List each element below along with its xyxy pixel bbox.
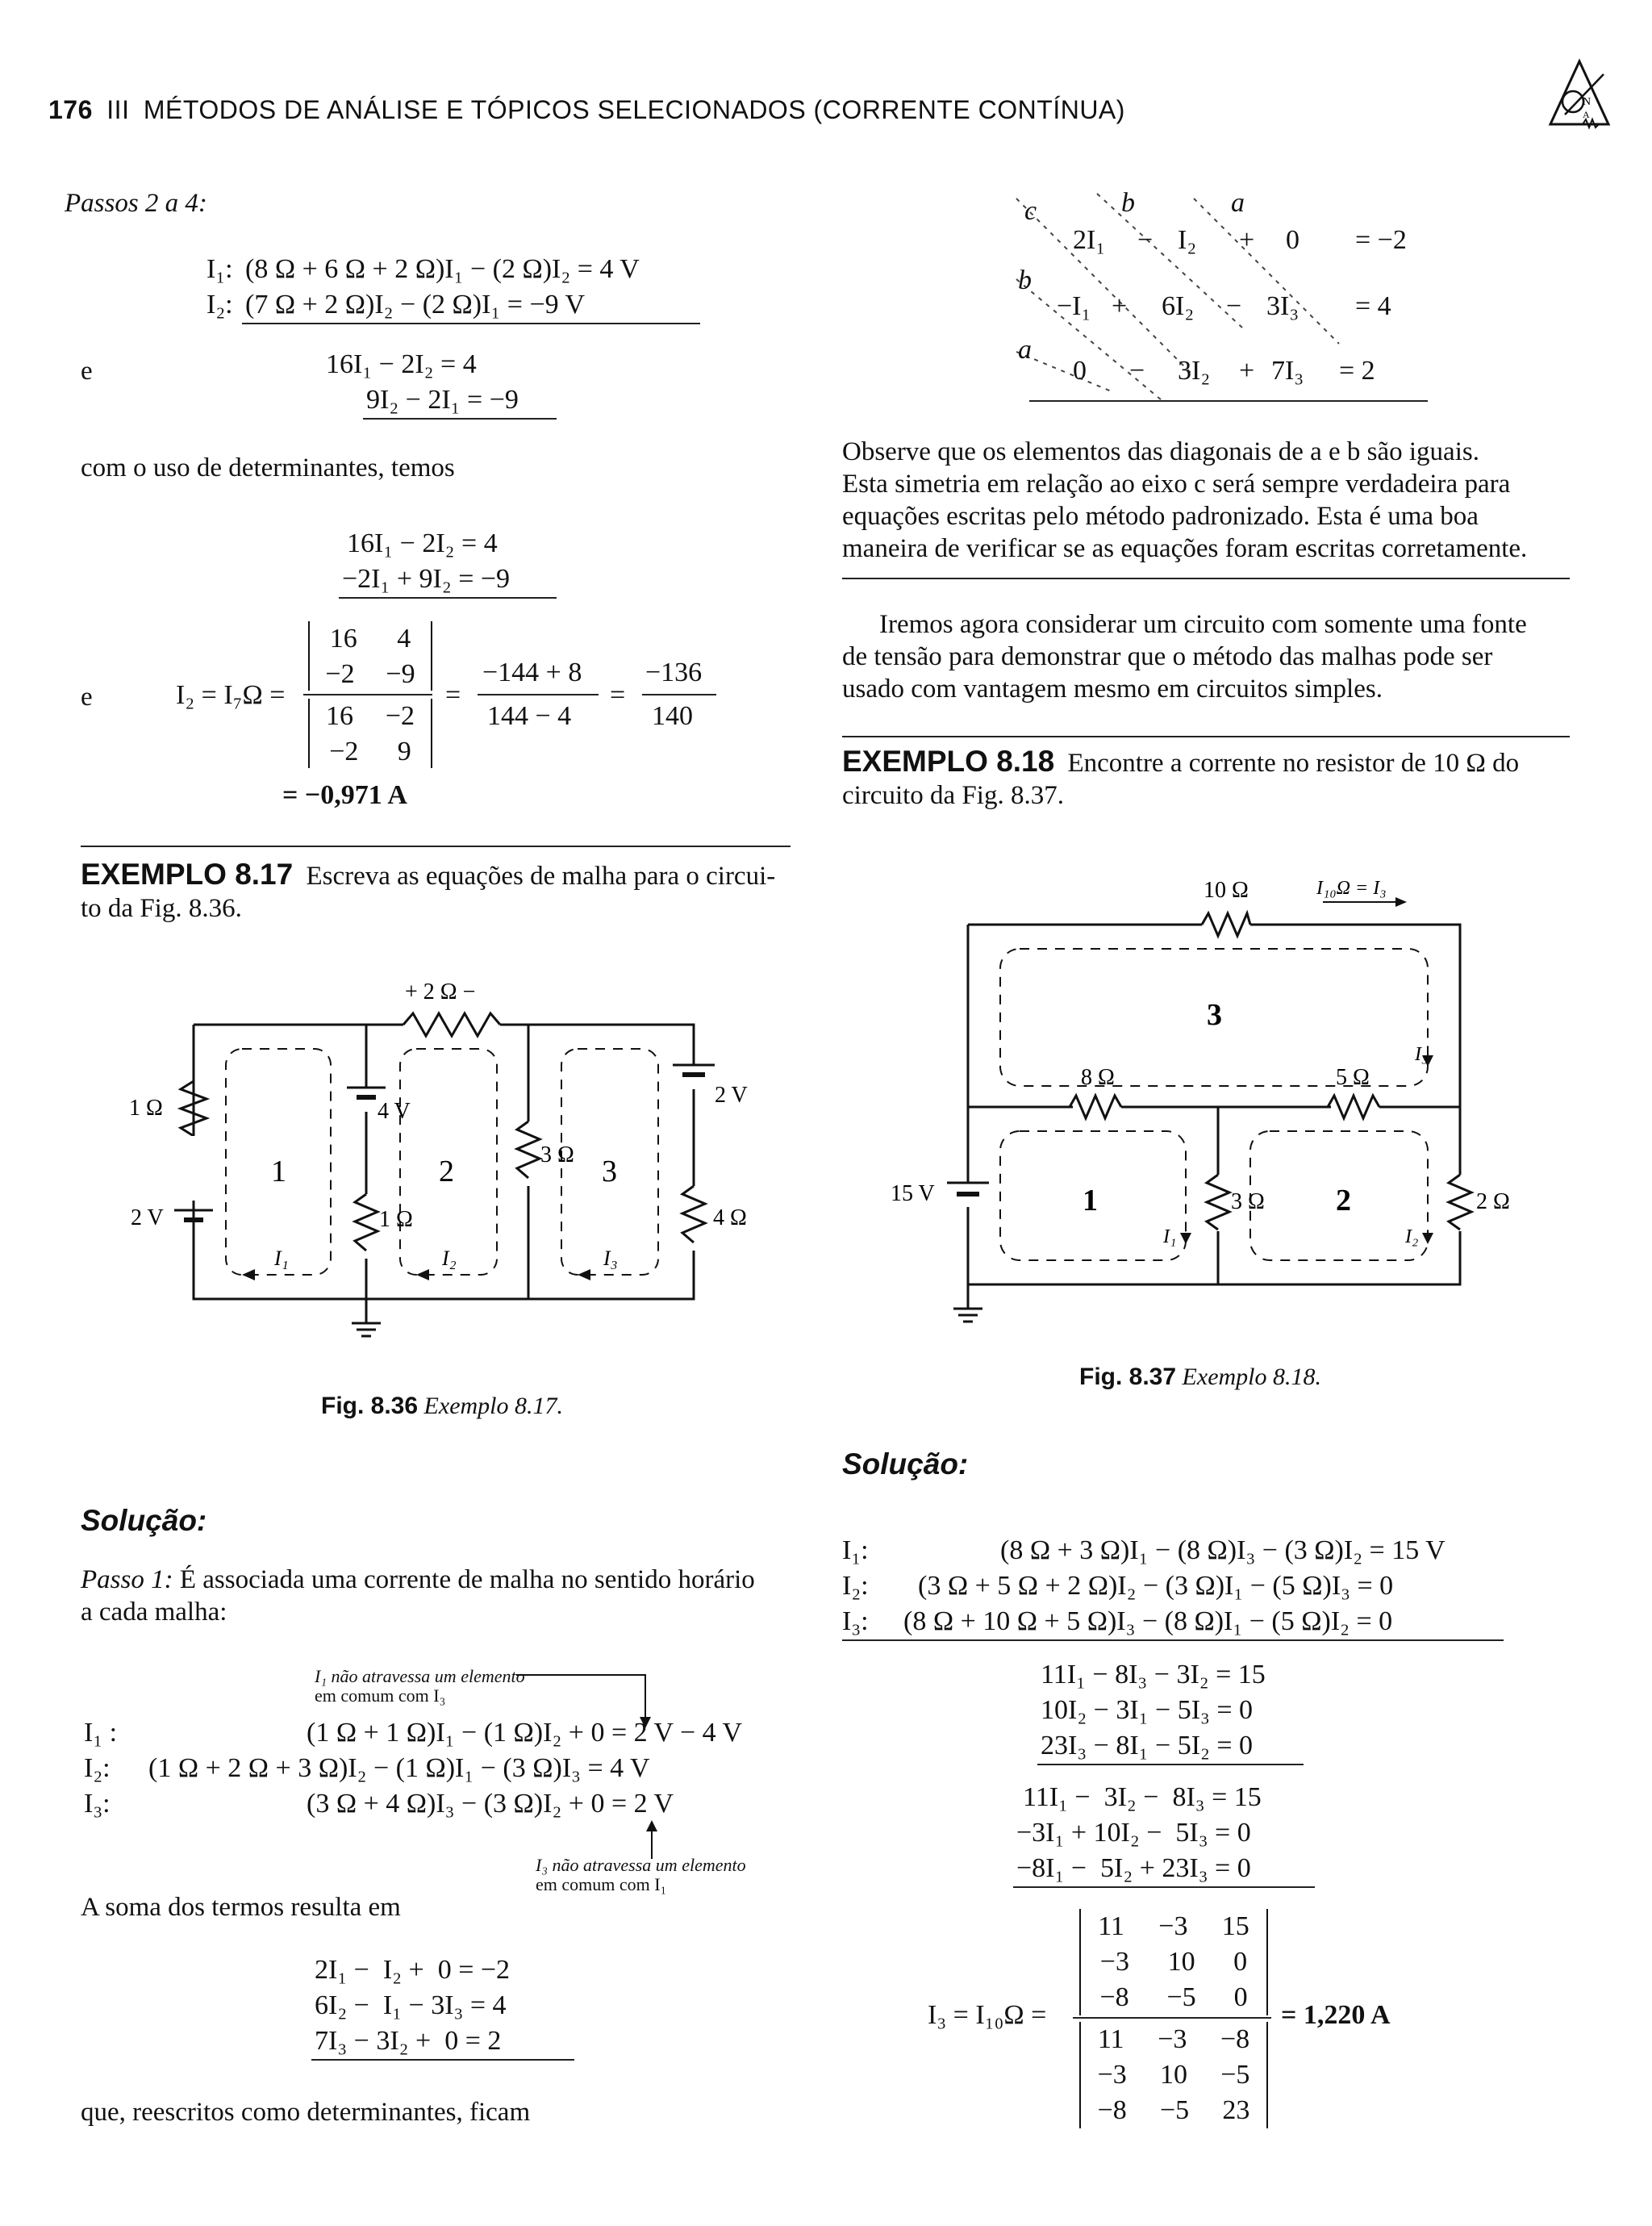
matrix-cell: −2 (329, 737, 359, 766)
section-divider (842, 736, 1570, 737)
example-text: circuito da Fig. 8.37. (842, 781, 1064, 810)
running-header (48, 95, 1125, 125)
caption-number: Fig. 8.36 (321, 1393, 419, 1419)
text-line: Iremos agora considerar um circuito com somente uma fonte (879, 610, 1527, 639)
equals-sign: = (610, 680, 626, 710)
figure-8-37-circuit (879, 876, 1525, 1344)
op: − (1129, 356, 1145, 386)
example-text: to da Fig. 8.36. (81, 894, 242, 923)
example-8-18 (842, 745, 1570, 812)
current-label: I₁ (274, 1247, 289, 1270)
matrix-cell: −5 (1166, 1982, 1196, 2012)
steps-label: Passos 2 a 4: (65, 189, 207, 218)
matrix-cell: −3 (1158, 1911, 1188, 1941)
fraction-numerator: −136 (645, 658, 703, 687)
equation: 16I₁ − 2I₂ = 4 (347, 528, 498, 558)
fraction-denominator: 140 (652, 701, 693, 731)
coef: 0 (1286, 225, 1299, 255)
current-label: I₃ (603, 1247, 618, 1270)
solution-heading: Solução: (81, 1504, 207, 1537)
component-label: 15 V (891, 1181, 935, 1206)
matrix-cell: 16 (325, 701, 353, 731)
determinant-lhs: I₃ = I₁₀Ω = (928, 2000, 1047, 2030)
matrix-cell: 15 (1221, 1911, 1249, 1941)
equation: −2I₁ + 9I₂ = −9 (342, 564, 511, 594)
equation: (3 Ω + 5 Ω + 2 Ω)I₂ − (3 Ω)I₁ − (5 Ω)I₃ = 0 (918, 1571, 1394, 1601)
matrix-cell: 11 (1098, 1911, 1124, 1941)
coef: 7I₃ (1271, 356, 1304, 386)
equation: 7I₃ − 3I₂ + 0 = 2 (315, 2026, 502, 2056)
caption-text: Exemplo 8.18. (1182, 1364, 1322, 1390)
op: + (1239, 225, 1255, 255)
matrix-cell: −8 (1099, 1982, 1129, 2012)
op: − (1226, 291, 1242, 321)
equation: 9I₂ − 2I₁ = −9 (366, 385, 519, 415)
mesh-label: 1 (271, 1155, 286, 1188)
ground-icon (953, 1284, 982, 1322)
fraction-numerator: −144 + 8 (482, 658, 582, 687)
matrix-cell: −3 (1158, 2024, 1187, 2054)
component-label: + 2 Ω − (405, 979, 476, 1004)
equation-label: I₂: (842, 1571, 869, 1601)
annotation (536, 1856, 746, 1894)
mesh-label: 2 (1336, 1184, 1351, 1217)
diagonal-label: c (1024, 196, 1037, 226)
matrix-cell: 0 (1233, 1982, 1248, 2012)
text-line: maneira de verificar se as equações foram escritas corretamente. (842, 534, 1528, 563)
coef: 0 (1073, 356, 1087, 386)
divider (1029, 400, 1428, 402)
coef: 3I₂ (1178, 356, 1211, 386)
annotation-line: em comum com I₁ (536, 1874, 667, 1894)
divider (842, 578, 1570, 579)
current-label: I₂ (1405, 1226, 1419, 1247)
current-label: I₂ (442, 1247, 457, 1270)
mesh-label: 2 (439, 1155, 454, 1188)
equation: (1 Ω + 1 Ω)I₁ − (1 Ω)I₂ + 0 = 2 V − 4 V (307, 1718, 743, 1748)
determinant-numerator (308, 621, 432, 691)
example-text: Escreva as equações de malha para o circui- (306, 862, 776, 891)
equation: (7 Ω + 2 Ω)I₂ − (2 Ω)I₁ = −9 V (245, 290, 586, 319)
component-label: 4 V (378, 1099, 411, 1124)
fraction-bar (642, 694, 716, 695)
paragraph: A soma dos termos resulta em (81, 1893, 401, 1922)
divider (242, 323, 700, 324)
component-label: 2 V (131, 1205, 164, 1230)
component-label: 3 Ω (1231, 1189, 1265, 1214)
equation-label: I₂: (84, 1753, 111, 1783)
equation: 23I₃ − 8I₁ − 5I₂ = 0 (1041, 1731, 1254, 1760)
op: + (1112, 291, 1128, 321)
component-label: 8 Ω (1081, 1065, 1115, 1090)
text-line: usado com vantagem mesmo em circuitos simples. (842, 674, 1383, 704)
divider (363, 418, 557, 420)
equation: (8 Ω + 3 Ω)I₁ − (8 Ω)I₃ − (3 Ω)I₂ = 15 V (1000, 1535, 1446, 1565)
figure-caption (1079, 1364, 1321, 1391)
equation: (8 Ω + 6 Ω + 2 Ω)I₁ − (2 Ω)I₂ = 4 V (245, 254, 640, 284)
equation: 10I₂ − 3I₁ − 5I₃ = 0 (1041, 1695, 1254, 1725)
coef: 3I₃ (1266, 291, 1299, 321)
current-label: I₃ (1415, 1044, 1429, 1065)
part-number: III (106, 95, 130, 124)
equation-label: I₁: (842, 1535, 869, 1565)
step-text: É associada uma corrente de malha no sentido horário (179, 1565, 755, 1594)
coef: 2I₁ (1073, 225, 1106, 255)
conjunction: e (81, 683, 93, 712)
component-label: 4 Ω (713, 1205, 747, 1230)
equation-label: I₁ : (84, 1718, 118, 1748)
equation: (8 Ω + 10 Ω + 5 Ω)I₃ − (8 Ω)I₁ − (5 Ω)I₂ = 0 (903, 1606, 1393, 1636)
paragraph: com o uso de determinantes, temos (81, 453, 455, 482)
component-label: 10 Ω (1204, 878, 1249, 903)
equation: (1 Ω + 2 Ω + 3 Ω)I₂ − (1 Ω)I₁ − (3 Ω)I₃ = 4 V (148, 1753, 650, 1783)
rhs: = 4 (1355, 291, 1391, 321)
mesh-label: 1 (1083, 1184, 1098, 1217)
arrow-up-icon (644, 1820, 660, 1859)
equation: 11I₁ − 8I₃ − 3I₂ = 15 (1041, 1660, 1266, 1689)
page-number: 176 (48, 95, 93, 124)
matrix-cell: −2 (385, 701, 415, 731)
matrix-cell: 4 (397, 624, 411, 654)
fraction-denominator: 144 − 4 (487, 701, 572, 731)
matrix-cell: 11 (1097, 2024, 1124, 2054)
paragraph (842, 608, 1570, 705)
coef: 6I₂ (1162, 291, 1195, 321)
rhs: = −2 (1355, 225, 1407, 255)
chapter-title: MÉTODOS DE ANÁLISE E TÓPICOS SELECIONADOS (CORRENTE CONTÍNUA) (143, 95, 1125, 124)
equation-label: I₁: (206, 254, 233, 284)
figure-caption (321, 1393, 563, 1420)
matrix-cell: −5 (1159, 2095, 1190, 2125)
caption-number: Fig. 8.37 (1079, 1364, 1177, 1390)
determinant-denominator (1079, 2022, 1268, 2128)
matrix-cell: −8 (1220, 2024, 1250, 2054)
matrix-cell: −3 (1099, 1947, 1129, 1977)
equation: 16I₁ − 2I₂ = 4 (326, 349, 477, 379)
fraction-bar (303, 694, 432, 695)
section-divider (81, 846, 791, 847)
solution-heading: Solução: (842, 1447, 969, 1481)
fraction-bar (478, 694, 599, 695)
determinant-numerator (1079, 1909, 1268, 2015)
text-line: de tensão para demonstrar que o método das malhas pode ser (842, 642, 1493, 671)
divider (339, 597, 557, 599)
mesh-label: 3 (602, 1155, 617, 1188)
equation: 2I₁ − I₂ + 0 = −2 (315, 1955, 511, 1985)
matrix-cell: −9 (386, 659, 415, 689)
step-text: a cada malha: (81, 1597, 227, 1627)
example-8-17 (81, 858, 799, 925)
fraction-bar (1073, 2017, 1271, 2019)
conjunction: e (81, 357, 93, 386)
equation: 6I₂ − I₁ − 3I₃ = 4 (315, 1990, 507, 2020)
ground-icon (352, 1299, 381, 1336)
component-label: 1 Ω (129, 1096, 163, 1121)
text-line: equações escritas pelo método padronizado. Esta é uma boa (842, 502, 1479, 531)
component-label: 2 V (715, 1083, 748, 1108)
example-text: Encontre a corrente no resistor de 10 Ω do (1067, 749, 1520, 778)
observation-paragraph (842, 436, 1570, 565)
divider (1037, 1764, 1304, 1765)
step-1 (81, 1564, 823, 1628)
divider (1013, 1886, 1315, 1888)
matrix-cell: −5 (1220, 2060, 1250, 2090)
diagonal-label: a (1018, 335, 1032, 365)
publisher-logo-icon (1547, 55, 1612, 136)
component-label: 3 Ω (540, 1142, 574, 1167)
matrix-cell: 9 (397, 737, 411, 766)
current-label: I₁₀Ω = I₃ (1316, 878, 1387, 899)
caption-text: Exemplo 8.17. (423, 1393, 564, 1419)
current-label: I₁ (1163, 1226, 1177, 1247)
svg-text:A: A (1583, 109, 1590, 120)
text-line: Observe que os elementos das diagonais de a e b são iguais. (842, 437, 1479, 466)
component-label: 2 Ω (1476, 1189, 1510, 1214)
diagonal-label: b (1018, 265, 1032, 295)
divider (842, 1639, 1504, 1641)
equals-sign: = (445, 680, 461, 710)
symmetry-diagram (1000, 190, 1452, 400)
svg-text:N: N (1583, 96, 1592, 108)
paragraph: que, reescritos como determinantes, ficam (81, 2098, 531, 2127)
matrix-cell: 16 (329, 624, 357, 654)
mesh-label: 3 (1207, 998, 1222, 1032)
equation: (3 Ω + 4 Ω)I₃ − (3 Ω)I₂ + 0 = 2 V (307, 1789, 674, 1819)
matrix-cell: 10 (1167, 1947, 1195, 1977)
determinant-lhs: I₂ = I₇Ω = (176, 680, 286, 710)
equation-label: I₃: (842, 1606, 869, 1636)
example-label: EXEMPLO 8.17 (81, 858, 294, 891)
equation: −8I₁ − 5I₂ + 23I₃ = 0 (1016, 1853, 1251, 1883)
diagonal-label: a (1231, 188, 1245, 218)
figure-8-36-circuit (113, 968, 791, 1355)
result: = 1,220 A (1281, 2000, 1391, 2030)
result: = −0,971 A (282, 780, 407, 810)
equation: −3I₁ + 10I₂ − 5I₃ = 0 (1016, 1818, 1251, 1848)
annotation (315, 1667, 525, 1706)
step-label: Passo 1: (81, 1565, 173, 1594)
equation: 11I₁ − 3I₂ − 8I₃ = 15 (1023, 1782, 1262, 1812)
matrix-cell: −3 (1097, 2060, 1127, 2090)
equation-label: I₃: (84, 1789, 111, 1819)
matrix-cell: 23 (1222, 2095, 1250, 2125)
example-label: EXEMPLO 8.18 (842, 745, 1055, 778)
determinant-denominator (308, 699, 432, 768)
op: + (1239, 356, 1255, 386)
coef: −I₁ (1057, 291, 1091, 321)
matrix-cell: −2 (325, 659, 355, 689)
matrix-cell: 10 (1159, 2060, 1187, 2090)
diagonal-label: b (1121, 188, 1135, 218)
annotation-line: I₃ não atravessa um elemento (536, 1855, 746, 1875)
equation-label: I₂: (206, 290, 233, 319)
matrix-cell: 0 (1233, 1947, 1248, 1977)
matrix-cell: −8 (1097, 2095, 1127, 2125)
annotation-line: I₁ não atravessa um elemento (315, 1666, 525, 1686)
divider (311, 2059, 574, 2061)
coef: I₂ (1178, 225, 1197, 255)
component-label: 1 Ω (379, 1207, 413, 1232)
text-line: Esta simetria em relação ao eixo c será sempre verdadeira para (842, 470, 1511, 499)
op: − (1137, 225, 1153, 255)
component-label: 5 Ω (1336, 1065, 1370, 1090)
annotation-line: em comum com I₃ (315, 1685, 446, 1706)
rhs: = 2 (1339, 356, 1375, 386)
